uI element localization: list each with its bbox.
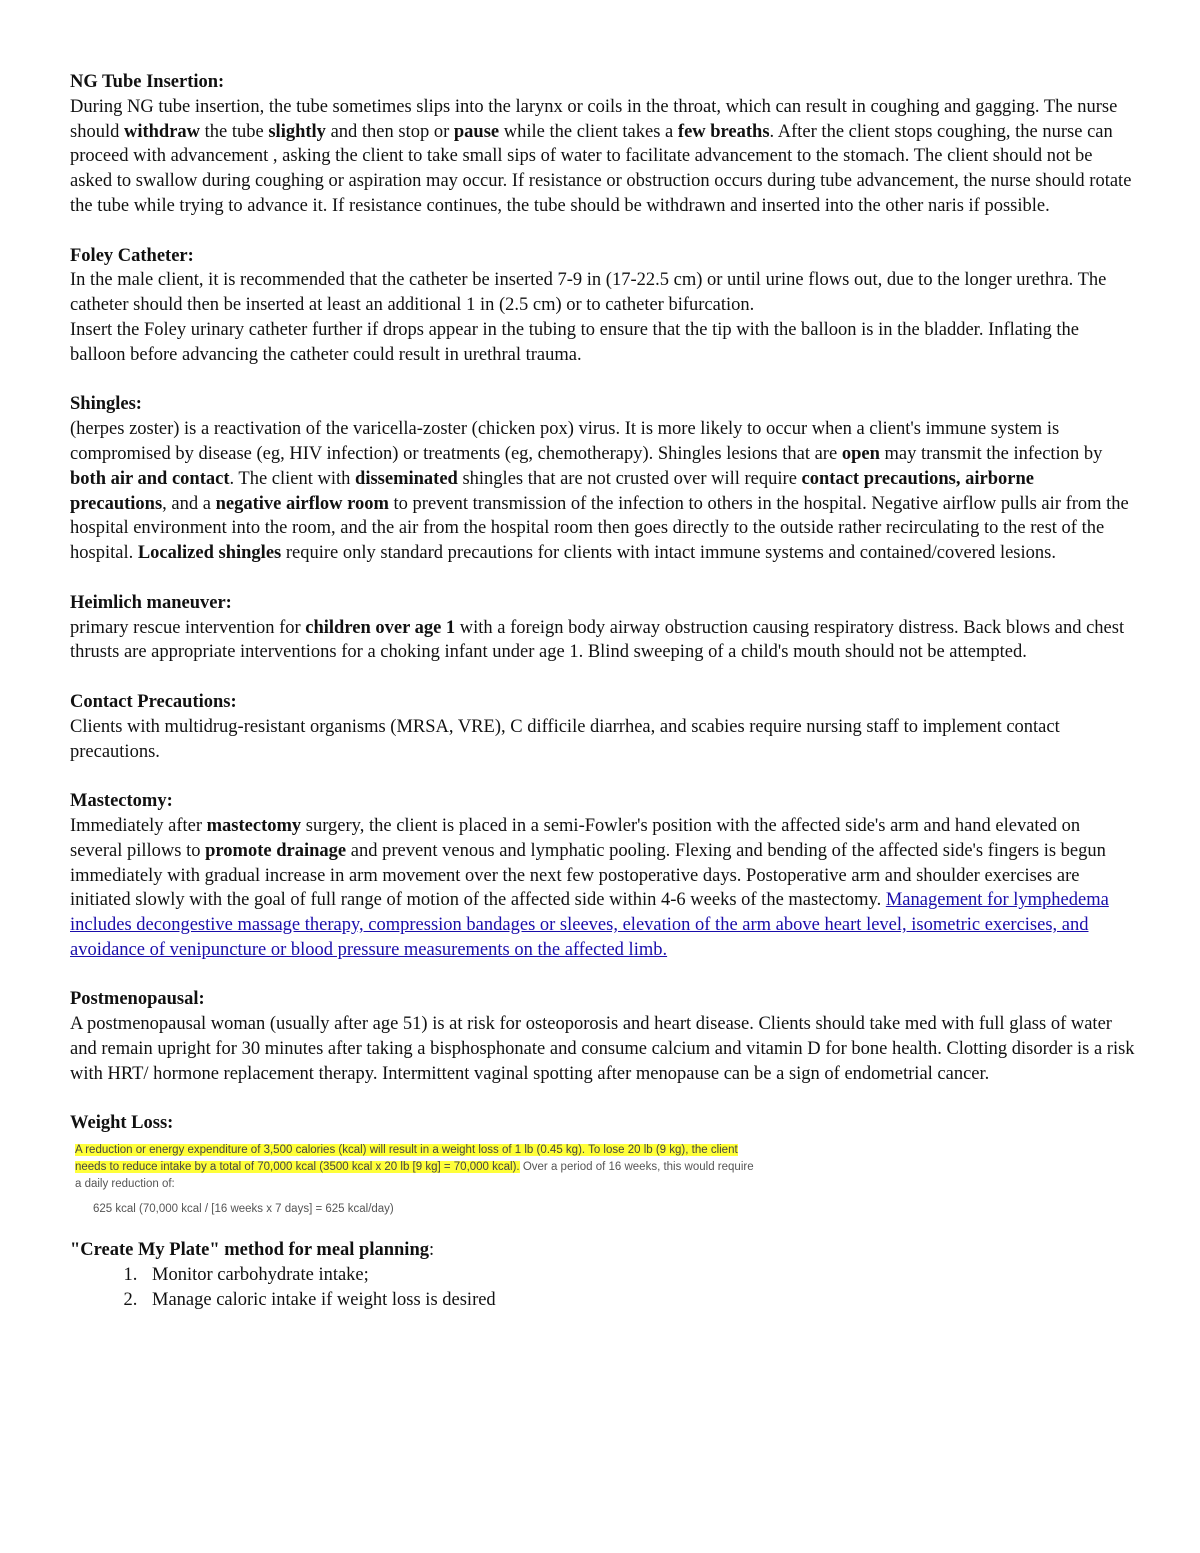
section-ng-tube <box>70 70 1135 219</box>
heading-create-my-plate <box>70 1238 1135 1263</box>
snippet-line-3: a daily reduction of: <box>75 1178 175 1191</box>
lymphedema-link[interactable]: Management for lymphedema includes decongestive massage therapy, compression bandages or sleeves, elevation of the arm above heart level, isometric exercises, and avoidance of venipuncture or blood pressure measurements on the affected limb. <box>70 890 1109 960</box>
snippet-calculation: 625 kcal (70,000 kcal / [16 weeks x 7 days] = 625 kcal/day) <box>93 1203 394 1216</box>
text-run: Over a period of 16 weeks, this would require <box>519 1161 754 1174</box>
bold-run: slightly <box>268 121 326 142</box>
heading-contact-precautions: Contact Precautions: <box>70 691 237 712</box>
section-shingles <box>70 392 1135 566</box>
heading-weight-loss: Weight Loss: <box>70 1113 174 1134</box>
weight-loss-snippet <box>75 1142 1135 1218</box>
text-run: while the client takes a <box>499 121 678 142</box>
snippet-line-1 <box>75 1142 1135 1159</box>
paragraph-contact-precautions: Clients with multidrug-resistant organisms (MRSA, VRE), C difficile diarrhea, and scabies require nursing staff to implement contact precautions. <box>70 716 1060 762</box>
list-item: 1. Monitor carbohydrate intake; <box>142 1263 1135 1288</box>
bold-run: promote drainage <box>205 840 347 861</box>
highlighted-text: needs to reduce intake by a total of 70,000 kcal (3500 kcal x 20 lb [9 kg] = 70,000 kcal). <box>75 1161 520 1174</box>
heading-ng-tube: NG Tube Insertion: <box>70 72 225 92</box>
section-create-my-plate <box>70 1238 1135 1312</box>
paragraph-heimlich <box>70 616 1135 666</box>
bold-run: "Create My Plate" method for meal planning <box>70 1240 429 1261</box>
section-foley <box>70 244 1135 368</box>
section-mastectomy <box>70 789 1135 963</box>
bold-run: negative airflow room <box>215 493 389 514</box>
section-contact-precautions <box>70 690 1135 764</box>
section-postmenopausal <box>70 987 1135 1086</box>
paragraph-ng-tube <box>70 95 1135 219</box>
text-run: (herpes zoster) is a reactivation of the varicella-zoster (chicken pox) virus. It is more likely to occur when a client's immune system is compromised by disease (eg, HIV infection) or treatments (eg, chemotherapy). Shingles lesions that are <box>70 419 1060 464</box>
text-run: with a foreign body airway obstruction causing respiratory distress. Back blows and chest thrusts are appropriate interventions for a choking infant under age 1. Blind sweeping of a child's mouth should not be attempted. <box>70 617 1125 663</box>
text-run: and then stop or <box>325 121 454 142</box>
text-run: shingles that are not crusted over will require <box>457 468 802 489</box>
list-item: 2. Manage caloric intake if weight loss is desired <box>142 1288 1135 1313</box>
bold-run: open <box>841 443 880 464</box>
text-run: and prevent venous and lymphatic pooling. Flexing and bending of the affected side's fingers is begun immediately with gradual increase in arm movement over the next few postoperative days. Postoperative arm and shoulder exercises are initiated slowly with the goal of full range of motion of the affected side within 4-6 weeks of the mastectomy. <box>70 840 1106 911</box>
paragraph-foley-2: Insert the Foley urinary catheter further if drops appear in the tubing to ensure that the tip with the balloon is in the bladder. Inflating the balloon before advancing the catheter could result in urethral trauma. <box>70 319 1079 365</box>
text-run: : <box>428 1240 435 1261</box>
bold-run: both air and contact <box>70 468 230 489</box>
bold-run: children over age 1 <box>305 617 456 638</box>
text-run: , and a <box>162 493 216 514</box>
bold-run: Localized shingles <box>137 543 282 564</box>
bold-run: contact precautions, airborne precautions <box>70 468 1034 514</box>
highlighted-text: A reduction or energy expenditure of 3,500 calories (kcal) will result in a weight loss of 1 lb (0.45 kg). To lose 20 lb (9 kg), the client <box>75 1144 738 1157</box>
snippet-line-2 <box>75 1159 1135 1176</box>
heading-shingles: Shingles: <box>70 394 142 415</box>
text-run: to prevent transmission of the infection to others in the hospital. Negative airflow pulls air from the hospital environment into the room, and the air from the hospital room then goes directly to the outside rather recirculating to the rest of the hospital. <box>70 493 1129 564</box>
section-heimlich <box>70 591 1135 665</box>
plate-list <box>70 1263 1135 1313</box>
document-page <box>70 70 1135 1313</box>
bold-run: withdraw <box>123 121 201 142</box>
text-run: require only standard precautions for clients with intact immune systems and contained/covered lesions. <box>281 543 1056 564</box>
paragraph-shingles <box>70 417 1135 566</box>
heading-heimlich: Heimlich maneuver: <box>70 592 232 613</box>
paragraph-postmenopausal: A postmenopausal woman (usually after age 51) is at risk for osteoporosis and heart disease. Clients should take med with full glass of water and remain upright for 30 minutes after taking a bisphosphonate and consume calcium and vitamin D for bone health. Clotting disorder is a risk with HRT/ hormone replacement therapy. Intermittent vaginal spotting after menopause can be a sign of endometrial cancer. <box>70 1014 1135 1084</box>
text-run: primary rescue intervention for <box>70 617 306 638</box>
text-run: the tube <box>200 121 269 142</box>
text-run: . The client with <box>229 468 356 489</box>
bold-run: pause <box>453 121 500 142</box>
text-run: surgery, the client is placed in a semi-Fowler's position with the affected side's arm and hand elevated on several pillows to <box>70 815 1081 861</box>
text-run: . After the client stops coughing, the nurse can proceed with advancement , asking the client to take small sips of water to facilitate advancement to the stomach. The client should not be asked to swallow during coughing or aspiration may occur. If resistance or obstruction occurs during tube advancement, the nurse should rotate the tube while trying to advance it. If resistance continues, the tube should be withdrawn and inserted into the other naris if possible. <box>70 121 1132 216</box>
heading-mastectomy: Mastectomy: <box>70 791 173 812</box>
paragraph-foley-1: In the male client, it is recommended that the catheter be inserted 7-9 in (17-22.5 cm) or until urine flows out, due to the longer urethra. The catheter should then be inserted at least an additional 1 in (2.5 cm) or to catheter bifurcation. <box>70 270 1107 316</box>
text-run: During NG tube insertion, the tube sometimes slips into the larynx or coils in the throat, which can result in coughing and gagging. The nurse should <box>70 96 1118 142</box>
bold-run: few breaths <box>677 121 770 142</box>
text-run: may transmit the infection by <box>879 443 1103 464</box>
heading-foley: Foley Catheter: <box>70 245 194 266</box>
bold-run: disseminated <box>355 468 458 489</box>
paragraph-mastectomy <box>70 814 1135 963</box>
text-run: Immediately after <box>70 815 207 836</box>
heading-postmenopausal: Postmenopausal: <box>70 989 205 1010</box>
bold-run: mastectomy <box>206 815 302 836</box>
